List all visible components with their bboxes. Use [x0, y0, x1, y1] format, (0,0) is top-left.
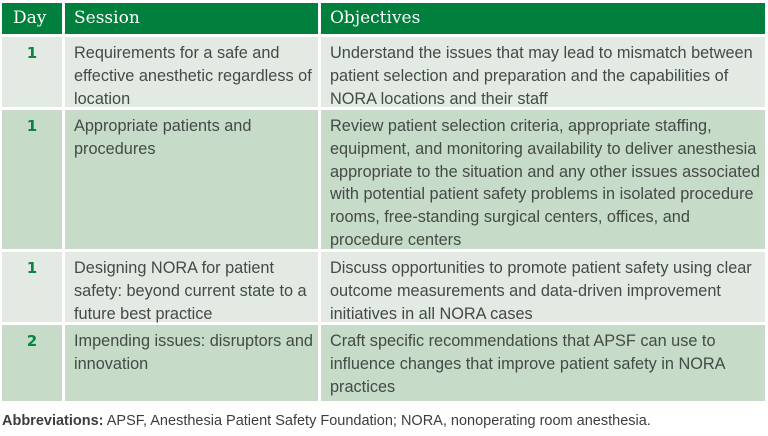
objectives-cell: Review patient selection criteria, appropriate staffing, equipment, and monitoring availability to deliver anesthesia appropriate to the situation and any other issues associated with potential patient safety problems in isolated procedure rooms, free-standing surgical centers, offices, and procedure centers [321, 110, 765, 249]
day-cell: 1 [2, 252, 65, 322]
table-header-row [2, 3, 765, 34]
objectives-cell: Understand the issues that may lead to mismatch between patient selection and preparation and the capabilities of NORA locations and their staff [321, 37, 765, 107]
abbreviations-footnote [2, 413, 651, 429]
table-row [2, 34, 765, 107]
header-session: Session [65, 3, 321, 34]
objectives-cell: Craft specific recommendations that APSF can use to influence changes that improve patient safety in NORA practices [321, 325, 765, 401]
day-cell: 2 [2, 325, 65, 401]
table-row [2, 322, 765, 401]
table-row [2, 249, 765, 322]
objectives-cell: Discuss opportunities to promote patient safety using clear outcome measurements and data-driven improvement initiatives in all NORA cases [321, 252, 765, 322]
abbreviations-text: APSF, Anesthesia Patient Safety Foundation; NORA, nonoperating room anesthesia. [103, 413, 651, 429]
abbreviations-label: Abbreviations: [2, 413, 104, 429]
header-objectives: Objectives [321, 3, 765, 34]
header-day: Day [2, 3, 65, 34]
table-row [2, 107, 765, 249]
session-cell: Appropriate patients and procedures [65, 110, 321, 249]
session-cell: Impending issues: disruptors and innovation [65, 325, 321, 401]
day-cell: 1 [2, 110, 65, 249]
sessions-table [2, 3, 765, 401]
session-cell: Designing NORA for patient safety: beyond current state to a future best practice [65, 252, 321, 322]
day-cell: 1 [2, 37, 65, 107]
session-cell: Requirements for a safe and effective anesthetic regardless of location [65, 37, 321, 107]
